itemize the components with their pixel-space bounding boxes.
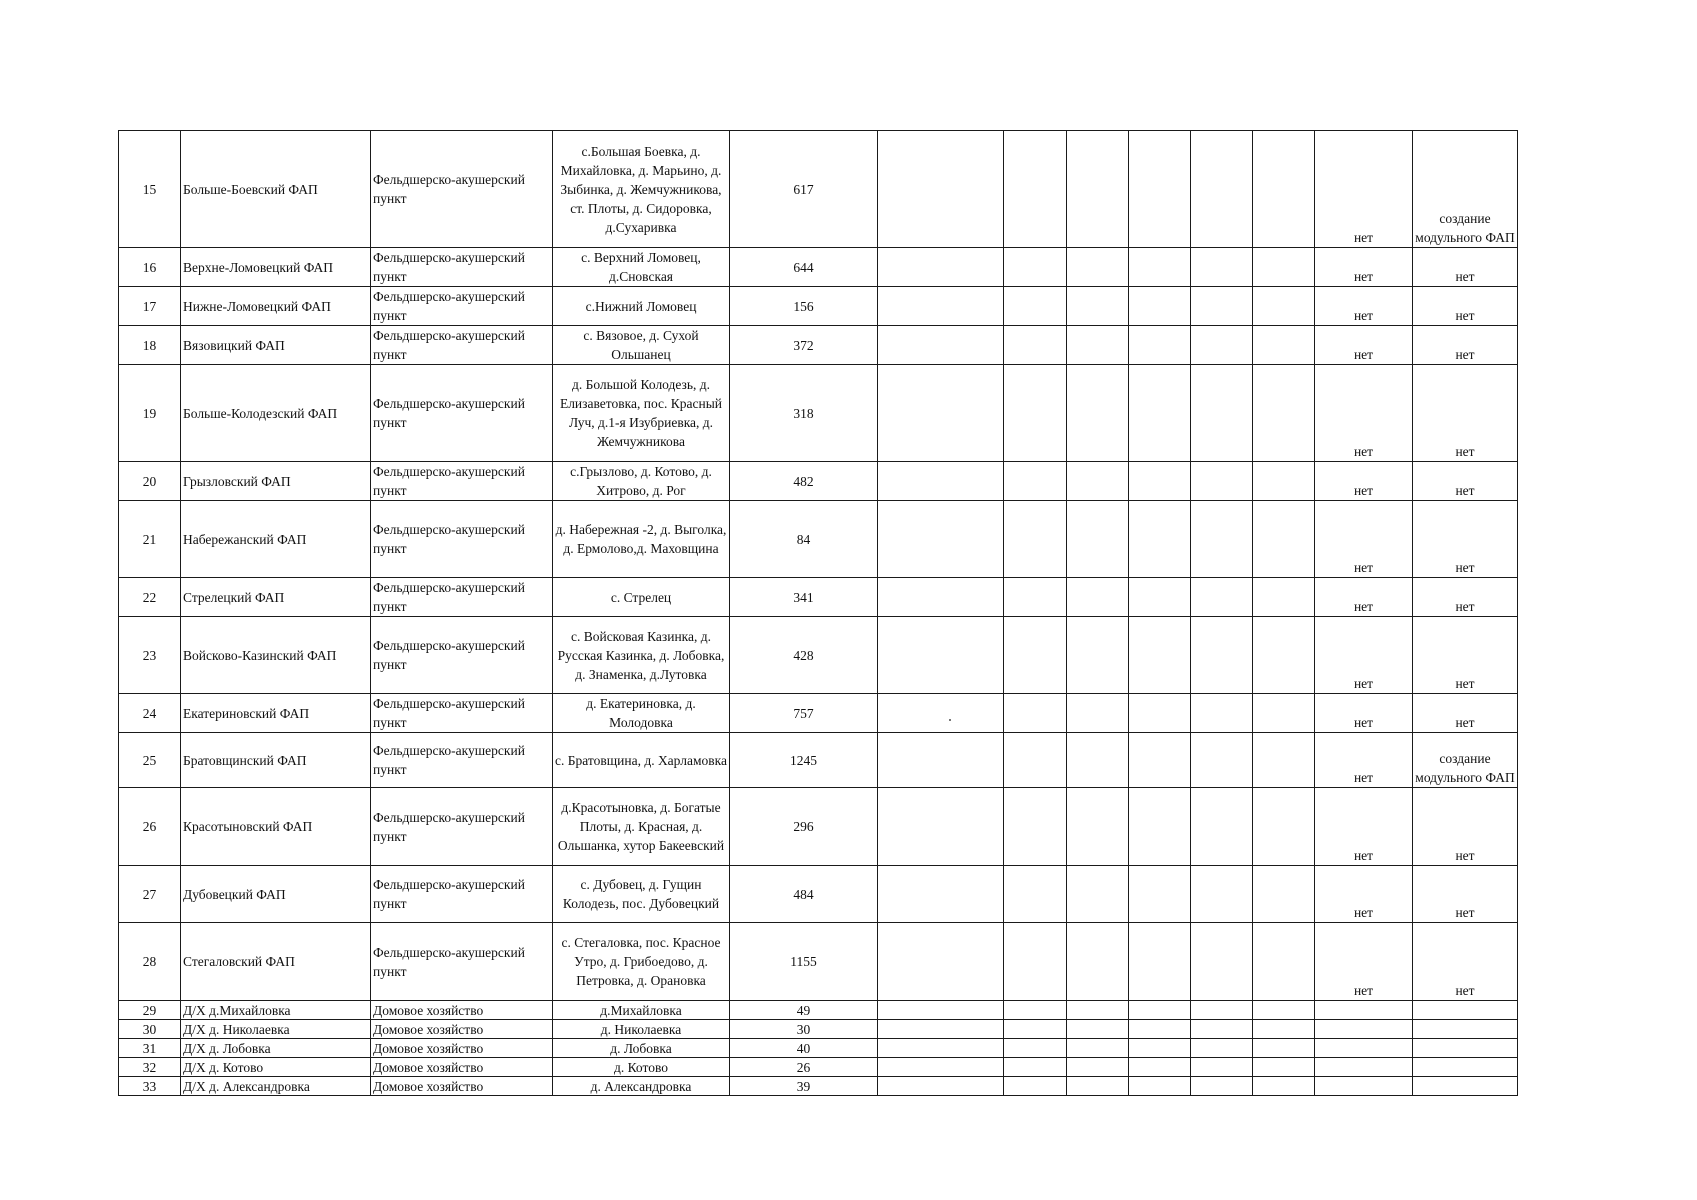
facility-name: Стегаловский ФАП bbox=[181, 923, 371, 1001]
status-cell bbox=[1315, 1039, 1413, 1058]
row-number: 26 bbox=[119, 788, 181, 866]
facility-type: Домовое хозяйство bbox=[371, 1077, 553, 1096]
population-count: 318 bbox=[730, 365, 878, 462]
table-row bbox=[119, 1077, 1518, 1096]
empty-cell bbox=[1129, 733, 1191, 788]
table-row bbox=[119, 1020, 1518, 1039]
plan-cell: нет bbox=[1413, 501, 1518, 578]
row-number: 20 bbox=[119, 462, 181, 501]
empty-cell bbox=[878, 1020, 1004, 1039]
table-row bbox=[119, 866, 1518, 923]
empty-cell bbox=[1129, 694, 1191, 733]
table-row bbox=[119, 462, 1518, 501]
empty-cell bbox=[1191, 287, 1253, 326]
empty-cell bbox=[1129, 365, 1191, 462]
facility-type: Домовое хозяйство bbox=[371, 1001, 553, 1020]
population-count: 30 bbox=[730, 1020, 878, 1039]
empty-cell bbox=[1253, 501, 1315, 578]
empty-cell bbox=[1004, 1001, 1067, 1020]
served-localities: с.Грызлово, д. Котово, д. Хитрово, д. Рог bbox=[553, 462, 730, 501]
table-row bbox=[119, 923, 1518, 1001]
facility-type: Домовое хозяйство bbox=[371, 1020, 553, 1039]
facility-name: Вязовицкий ФАП bbox=[181, 326, 371, 365]
table-row bbox=[119, 694, 1518, 733]
empty-cell bbox=[1067, 578, 1129, 617]
empty-cell bbox=[1253, 1077, 1315, 1096]
plan-cell bbox=[1413, 1058, 1518, 1077]
empty-cell bbox=[1253, 733, 1315, 788]
empty-cell bbox=[878, 462, 1004, 501]
empty-cell bbox=[1004, 866, 1067, 923]
empty-cell bbox=[1129, 578, 1191, 617]
population-count: 617 bbox=[730, 131, 878, 248]
plan-cell: нет bbox=[1413, 248, 1518, 287]
empty-cell bbox=[1253, 365, 1315, 462]
empty-cell bbox=[878, 1058, 1004, 1077]
empty-cell bbox=[1067, 1039, 1129, 1058]
facility-type: Фельдшерско-акушерский пункт bbox=[371, 365, 553, 462]
facility-type: Фельдшерско-акушерский пункт bbox=[371, 287, 553, 326]
row-number: 19 bbox=[119, 365, 181, 462]
empty-cell bbox=[1129, 1039, 1191, 1058]
facility-name: Грызловский ФАП bbox=[181, 462, 371, 501]
plan-cell: нет bbox=[1413, 923, 1518, 1001]
row-number: 25 bbox=[119, 733, 181, 788]
empty-cell bbox=[878, 866, 1004, 923]
empty-cell bbox=[1191, 1039, 1253, 1058]
facility-type: Фельдшерско-акушерский пункт bbox=[371, 694, 553, 733]
plan-cell: создание модульного ФАП bbox=[1413, 733, 1518, 788]
empty-cell bbox=[1129, 462, 1191, 501]
facility-name: Красотыновский ФАП bbox=[181, 788, 371, 866]
row-number: 28 bbox=[119, 923, 181, 1001]
served-localities: с. Вязовое, д. Сухой Ольшанец bbox=[553, 326, 730, 365]
empty-cell bbox=[1191, 1020, 1253, 1039]
table-row bbox=[119, 578, 1518, 617]
served-localities: с.Большая Боевка, д. Михайловка, д. Марьино, д. Зыбинка, д. Жемчужникова, ст. Плоты, д. Сидоровка, д.Сухаривка bbox=[553, 131, 730, 248]
facility-name: Екатериновский ФАП bbox=[181, 694, 371, 733]
facility-name: Д/Х д. Котово bbox=[181, 1058, 371, 1077]
empty-cell bbox=[1067, 326, 1129, 365]
served-localities: д. Николаевка bbox=[553, 1020, 730, 1039]
facility-name: Верхне-Ломовецкий ФАП bbox=[181, 248, 371, 287]
empty-cell bbox=[1253, 287, 1315, 326]
plan-cell bbox=[1413, 1077, 1518, 1096]
served-localities: с. Дубовец, д. Гущин Колодезь, пос. Дубовецкий bbox=[553, 866, 730, 923]
served-localities: с.Нижний Ломовец bbox=[553, 287, 730, 326]
population-count: 341 bbox=[730, 578, 878, 617]
empty-cell bbox=[1129, 326, 1191, 365]
empty-cell bbox=[1191, 788, 1253, 866]
empty-cell bbox=[1067, 287, 1129, 326]
facility-name: Д/Х д. Лобовка bbox=[181, 1039, 371, 1058]
empty-cell bbox=[1253, 326, 1315, 365]
empty-cell bbox=[1129, 287, 1191, 326]
empty-cell bbox=[1004, 694, 1067, 733]
facility-name: Больше-Колодезский ФАП bbox=[181, 365, 371, 462]
empty-cell bbox=[1253, 462, 1315, 501]
empty-cell bbox=[878, 578, 1004, 617]
empty-cell bbox=[1004, 617, 1067, 694]
empty-cell bbox=[1067, 462, 1129, 501]
facility-name: Больше-Боевский ФАП bbox=[181, 131, 371, 248]
served-localities: д. Александровка bbox=[553, 1077, 730, 1096]
plan-cell: создание модульного ФАП bbox=[1413, 131, 1518, 248]
population-count: 84 bbox=[730, 501, 878, 578]
row-number: 31 bbox=[119, 1039, 181, 1058]
empty-cell bbox=[1129, 1058, 1191, 1077]
population-count: 372 bbox=[730, 326, 878, 365]
table-row bbox=[119, 287, 1518, 326]
facility-type: Домовое хозяйство bbox=[371, 1039, 553, 1058]
plan-cell: нет bbox=[1413, 287, 1518, 326]
empty-cell bbox=[1191, 365, 1253, 462]
served-localities: с. Братовщина, д. Харламовка bbox=[553, 733, 730, 788]
row-number: 18 bbox=[119, 326, 181, 365]
empty-cell bbox=[1004, 1077, 1067, 1096]
status-cell: нет bbox=[1315, 365, 1413, 462]
row-number: 32 bbox=[119, 1058, 181, 1077]
facility-name: Д/Х д. Николаевка bbox=[181, 1020, 371, 1039]
empty-cell bbox=[1129, 131, 1191, 248]
status-cell: нет bbox=[1315, 326, 1413, 365]
status-cell bbox=[1315, 1020, 1413, 1039]
empty-cell bbox=[1067, 1001, 1129, 1020]
population-count: 26 bbox=[730, 1058, 878, 1077]
empty-cell bbox=[1253, 694, 1315, 733]
empty-cell bbox=[1129, 923, 1191, 1001]
empty-cell bbox=[1129, 248, 1191, 287]
empty-cell bbox=[1004, 131, 1067, 248]
table-row bbox=[119, 131, 1518, 248]
empty-cell bbox=[1067, 1077, 1129, 1096]
table-row bbox=[119, 1039, 1518, 1058]
served-localities: д.Михайловка bbox=[553, 1001, 730, 1020]
empty-cell bbox=[1067, 866, 1129, 923]
empty-cell bbox=[1004, 287, 1067, 326]
plan-cell: нет bbox=[1413, 365, 1518, 462]
served-localities: д. Набережная -2, д. Выголка, д. Ермолово,д. Маховщина bbox=[553, 501, 730, 578]
facilities-table bbox=[118, 130, 1518, 1096]
empty-cell bbox=[1067, 733, 1129, 788]
plan-cell: нет bbox=[1413, 617, 1518, 694]
empty-cell bbox=[1253, 248, 1315, 287]
facility-type: Фельдшерско-акушерский пункт bbox=[371, 617, 553, 694]
served-localities: с. Войсковая Казинка, д. Русская Казинка, д. Лобовка, д. Знаменка, д.Лутовка bbox=[553, 617, 730, 694]
row-number: 24 bbox=[119, 694, 181, 733]
empty-cell bbox=[878, 733, 1004, 788]
served-localities: д. Екатериновка, д. Молодовка bbox=[553, 694, 730, 733]
row-number: 29 bbox=[119, 1001, 181, 1020]
empty-cell bbox=[1191, 131, 1253, 248]
empty-cell bbox=[1129, 1001, 1191, 1020]
facility-type: Фельдшерско-акушерский пункт bbox=[371, 866, 553, 923]
empty-cell bbox=[878, 1001, 1004, 1020]
served-localities: с. Верхний Ломовец, д.Сновская bbox=[553, 248, 730, 287]
empty-cell bbox=[1129, 866, 1191, 923]
empty-cell bbox=[1004, 733, 1067, 788]
plan-cell: нет bbox=[1413, 326, 1518, 365]
row-number: 23 bbox=[119, 617, 181, 694]
facility-type: Фельдшерско-акушерский пункт bbox=[371, 326, 553, 365]
row-number: 30 bbox=[119, 1020, 181, 1039]
empty-cell bbox=[1067, 248, 1129, 287]
empty-cell bbox=[878, 617, 1004, 694]
empty-cell bbox=[1191, 248, 1253, 287]
empty-cell bbox=[1129, 788, 1191, 866]
empty-cell bbox=[1067, 365, 1129, 462]
empty-cell bbox=[878, 923, 1004, 1001]
empty-cell bbox=[1129, 1077, 1191, 1096]
empty-cell bbox=[878, 326, 1004, 365]
empty-cell bbox=[1004, 501, 1067, 578]
empty-cell bbox=[1191, 866, 1253, 923]
population-count: 39 bbox=[730, 1077, 878, 1096]
empty-cell bbox=[1253, 1020, 1315, 1039]
empty-cell bbox=[1067, 1058, 1129, 1077]
empty-cell bbox=[1253, 866, 1315, 923]
empty-cell bbox=[878, 365, 1004, 462]
empty-cell bbox=[878, 1039, 1004, 1058]
empty-cell bbox=[1004, 788, 1067, 866]
table-row bbox=[119, 1001, 1518, 1020]
status-cell: нет bbox=[1315, 923, 1413, 1001]
table-row bbox=[119, 1058, 1518, 1077]
status-cell: нет bbox=[1315, 788, 1413, 866]
plan-cell bbox=[1413, 1001, 1518, 1020]
status-cell: нет bbox=[1315, 578, 1413, 617]
status-cell: нет bbox=[1315, 248, 1413, 287]
plan-cell: нет bbox=[1413, 578, 1518, 617]
empty-cell bbox=[1067, 1020, 1129, 1039]
population-count: 484 bbox=[730, 866, 878, 923]
empty-cell bbox=[1191, 1058, 1253, 1077]
table-row bbox=[119, 788, 1518, 866]
population-count: 1245 bbox=[730, 733, 878, 788]
empty-cell bbox=[1004, 462, 1067, 501]
population-count: 644 bbox=[730, 248, 878, 287]
empty-cell bbox=[1067, 694, 1129, 733]
empty-cell bbox=[1067, 923, 1129, 1001]
empty-cell bbox=[1191, 501, 1253, 578]
served-localities: д. Большой Колодезь, д. Елизаветовка, пос. Красный Луч, д.1-я Изубриевка, д. Жемчужникова bbox=[553, 365, 730, 462]
table-row bbox=[119, 248, 1518, 287]
empty-cell bbox=[878, 131, 1004, 248]
status-cell: нет bbox=[1315, 694, 1413, 733]
empty-cell bbox=[1253, 788, 1315, 866]
table-row bbox=[119, 501, 1518, 578]
empty-cell bbox=[1004, 1020, 1067, 1039]
row-number: 15 bbox=[119, 131, 181, 248]
empty-cell bbox=[1191, 733, 1253, 788]
empty-cell bbox=[1129, 501, 1191, 578]
empty-cell bbox=[1129, 1020, 1191, 1039]
served-localities: д.Красотыновка, д. Богатые Плоты, д. Красная, д. Ольшанка, хутор Бакеевский bbox=[553, 788, 730, 866]
plan-cell bbox=[1413, 1039, 1518, 1058]
table-row bbox=[119, 733, 1518, 788]
facility-name: Войсково-Казинский ФАП bbox=[181, 617, 371, 694]
facility-type: Фельдшерско-акушерский пункт bbox=[371, 733, 553, 788]
empty-cell bbox=[878, 1077, 1004, 1096]
empty-cell bbox=[1004, 326, 1067, 365]
status-cell bbox=[1315, 1058, 1413, 1077]
empty-cell bbox=[1004, 923, 1067, 1001]
row-number: 22 bbox=[119, 578, 181, 617]
empty-cell bbox=[1253, 1001, 1315, 1020]
empty-cell bbox=[1253, 1039, 1315, 1058]
status-cell: нет bbox=[1315, 287, 1413, 326]
status-cell: нет bbox=[1315, 462, 1413, 501]
facility-type: Фельдшерско-акушерский пункт bbox=[371, 248, 553, 287]
status-cell bbox=[1315, 1077, 1413, 1096]
empty-cell bbox=[1253, 1058, 1315, 1077]
empty-cell bbox=[1253, 578, 1315, 617]
population-count: 296 bbox=[730, 788, 878, 866]
facility-name: Стрелецкий ФАП bbox=[181, 578, 371, 617]
empty-cell bbox=[878, 788, 1004, 866]
population-count: 49 bbox=[730, 1001, 878, 1020]
empty-cell bbox=[1004, 365, 1067, 462]
empty-cell bbox=[1067, 501, 1129, 578]
facility-type: Фельдшерско-акушерский пункт bbox=[371, 788, 553, 866]
empty-cell bbox=[1004, 578, 1067, 617]
row-number: 33 bbox=[119, 1077, 181, 1096]
plan-cell bbox=[1413, 1020, 1518, 1039]
plan-cell: нет bbox=[1413, 462, 1518, 501]
status-cell: нет bbox=[1315, 501, 1413, 578]
empty-cell bbox=[1253, 131, 1315, 248]
empty-cell bbox=[1191, 462, 1253, 501]
population-count: 482 bbox=[730, 462, 878, 501]
empty-cell bbox=[1191, 578, 1253, 617]
facility-type: Фельдшерско-акушерский пункт bbox=[371, 923, 553, 1001]
facility-name: Братовщинский ФАП bbox=[181, 733, 371, 788]
row-number: 21 bbox=[119, 501, 181, 578]
facility-type: Фельдшерско-акушерский пункт bbox=[371, 462, 553, 501]
plan-cell: нет bbox=[1413, 788, 1518, 866]
empty-cell bbox=[1067, 617, 1129, 694]
row-number: 16 bbox=[119, 248, 181, 287]
empty-cell bbox=[1191, 694, 1253, 733]
empty-cell bbox=[1129, 617, 1191, 694]
empty-cell bbox=[1067, 788, 1129, 866]
population-count: 156 bbox=[730, 287, 878, 326]
empty-cell bbox=[1004, 1039, 1067, 1058]
facility-type: Фельдшерско-акушерский пункт bbox=[371, 578, 553, 617]
empty-cell bbox=[878, 694, 1004, 733]
empty-cell bbox=[878, 501, 1004, 578]
facility-type: Фельдшерско-акушерский пункт bbox=[371, 131, 553, 248]
facility-name: Д/Х д. Александровка bbox=[181, 1077, 371, 1096]
served-localities: с. Стрелец bbox=[553, 578, 730, 617]
facility-type: Фельдшерско-акушерский пункт bbox=[371, 501, 553, 578]
table-row bbox=[119, 617, 1518, 694]
empty-cell bbox=[1191, 326, 1253, 365]
scan-speck bbox=[949, 719, 951, 721]
population-count: 40 bbox=[730, 1039, 878, 1058]
status-cell: нет bbox=[1315, 131, 1413, 248]
facility-type: Домовое хозяйство bbox=[371, 1058, 553, 1077]
facility-name: Дубовецкий ФАП bbox=[181, 866, 371, 923]
empty-cell bbox=[878, 248, 1004, 287]
empty-cell bbox=[1191, 1077, 1253, 1096]
plan-cell: нет bbox=[1413, 694, 1518, 733]
empty-cell bbox=[878, 287, 1004, 326]
empty-cell bbox=[1004, 1058, 1067, 1077]
served-localities: с. Стегаловка, пос. Красное Утро, д. Грибоедово, д. Петровка, д. Орановка bbox=[553, 923, 730, 1001]
table-body bbox=[119, 131, 1518, 1096]
status-cell: нет bbox=[1315, 866, 1413, 923]
facility-name: Д/Х д.Михайловка bbox=[181, 1001, 371, 1020]
served-localities: д. Лобовка bbox=[553, 1039, 730, 1058]
population-count: 1155 bbox=[730, 923, 878, 1001]
empty-cell bbox=[1191, 1001, 1253, 1020]
plan-cell: нет bbox=[1413, 866, 1518, 923]
table-row bbox=[119, 365, 1518, 462]
empty-cell bbox=[1253, 923, 1315, 1001]
status-cell: нет bbox=[1315, 617, 1413, 694]
empty-cell bbox=[1004, 248, 1067, 287]
row-number: 17 bbox=[119, 287, 181, 326]
facility-name: Набережанский ФАП bbox=[181, 501, 371, 578]
row-number: 27 bbox=[119, 866, 181, 923]
empty-cell bbox=[1067, 131, 1129, 248]
status-cell: нет bbox=[1315, 733, 1413, 788]
status-cell bbox=[1315, 1001, 1413, 1020]
empty-cell bbox=[1253, 617, 1315, 694]
served-localities: д. Котово bbox=[553, 1058, 730, 1077]
empty-cell bbox=[1191, 923, 1253, 1001]
table-row bbox=[119, 326, 1518, 365]
empty-cell bbox=[1191, 617, 1253, 694]
population-count: 428 bbox=[730, 617, 878, 694]
population-count: 757 bbox=[730, 694, 878, 733]
facility-name: Нижне-Ломовецкий ФАП bbox=[181, 287, 371, 326]
